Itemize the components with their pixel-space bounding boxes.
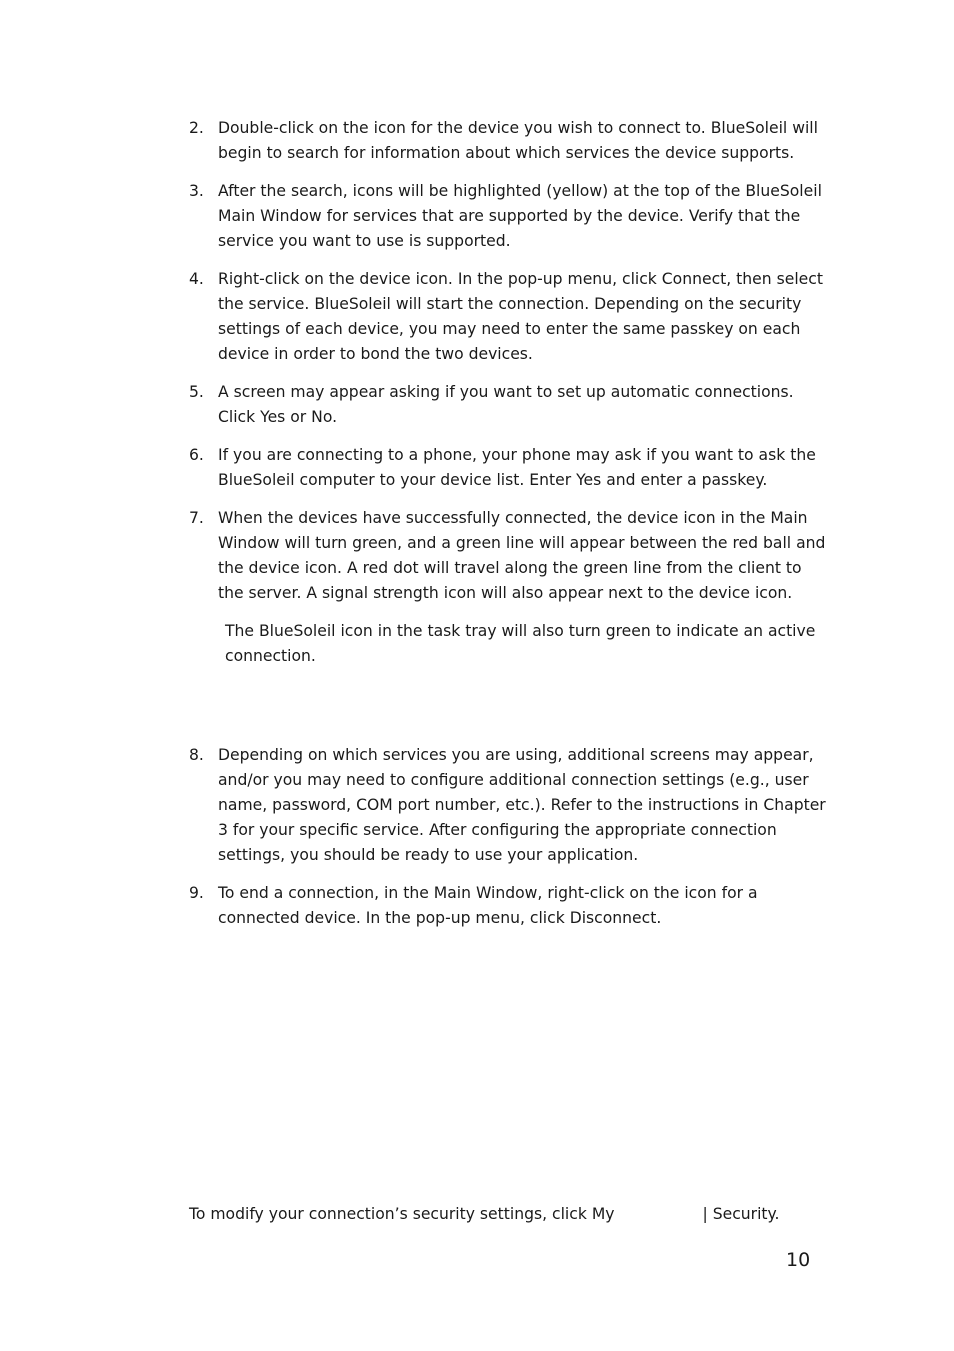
list-item [189,380,829,430]
step-number: 6. [189,446,204,464]
footer-text-after: | Security. [702,1205,780,1223]
step-text: After the search, icons will be highlighted (yellow) at the top of the BlueSoleil Main Window for services that are supported by the device. Verify that the service you want to use is supported. [218,182,822,250]
step-number: 5. [189,383,204,401]
step-number: 7. [189,509,204,527]
step-text: Right-click on the device icon. In the pop-up menu, click Connect, then select the service. BlueSoleil will start the connection. Depending on the security settings of each device, you may need to enter the same passkey on each device in order to bond the two devices. [218,270,823,363]
list-item [189,116,829,166]
step-text: Depending on which services you are using, additional screens may appear, and/or you may need to configure additional connection settings (e.g., user name, password, COM port number, etc.). Refer to the instructions in Chapter 3 for your specific service. After configuring the appropriate connection settings, you should be ready to use your application. [218,746,826,864]
list-item [189,443,829,493]
step-text: When the devices have successfully connected, the device icon in the Main Window will turn green, and a green line will appear between the red ball and the device icon. A red dot will travel along the green line from the client to the server. A signal strength icon will also appear next to the device icon. [218,509,826,602]
page-number: 10 [786,1249,811,1271]
step-number: 9. [189,884,204,902]
step-text: Double-click on the icon for the device you wish to connect to. BlueSoleil will begin to search for information about which services the device supports. [218,119,818,162]
step-text: If you are connecting to a phone, your phone may ask if you want to ask the BlueSoleil computer to your device list. Enter Yes and enter a passkey. [218,446,816,489]
list-item [189,743,829,868]
list-item [189,881,829,931]
step-text: A screen may appear asking if you want to set up automatic connections. Click Yes or No. [218,383,794,426]
list-item [189,506,829,606]
footer-text-before: To modify your connection’s security settings, click My [189,1205,615,1223]
step-text: To end a connection, in the Main Window, right-click on the icon for a connected device. In the pop-up menu, click Disconnect. [218,884,758,927]
instruction-list [189,116,829,944]
list-item [189,179,829,254]
security-settings-note [189,1202,780,1227]
list-item [189,267,829,367]
step-number: 8. [189,746,204,764]
step-number: 3. [189,182,204,200]
spacer [189,669,829,743]
step-note: The BlueSoleil icon in the task tray will also turn green to indicate an active connection. [225,622,816,665]
step-number: 4. [189,270,204,288]
step-number: 2. [189,119,204,137]
